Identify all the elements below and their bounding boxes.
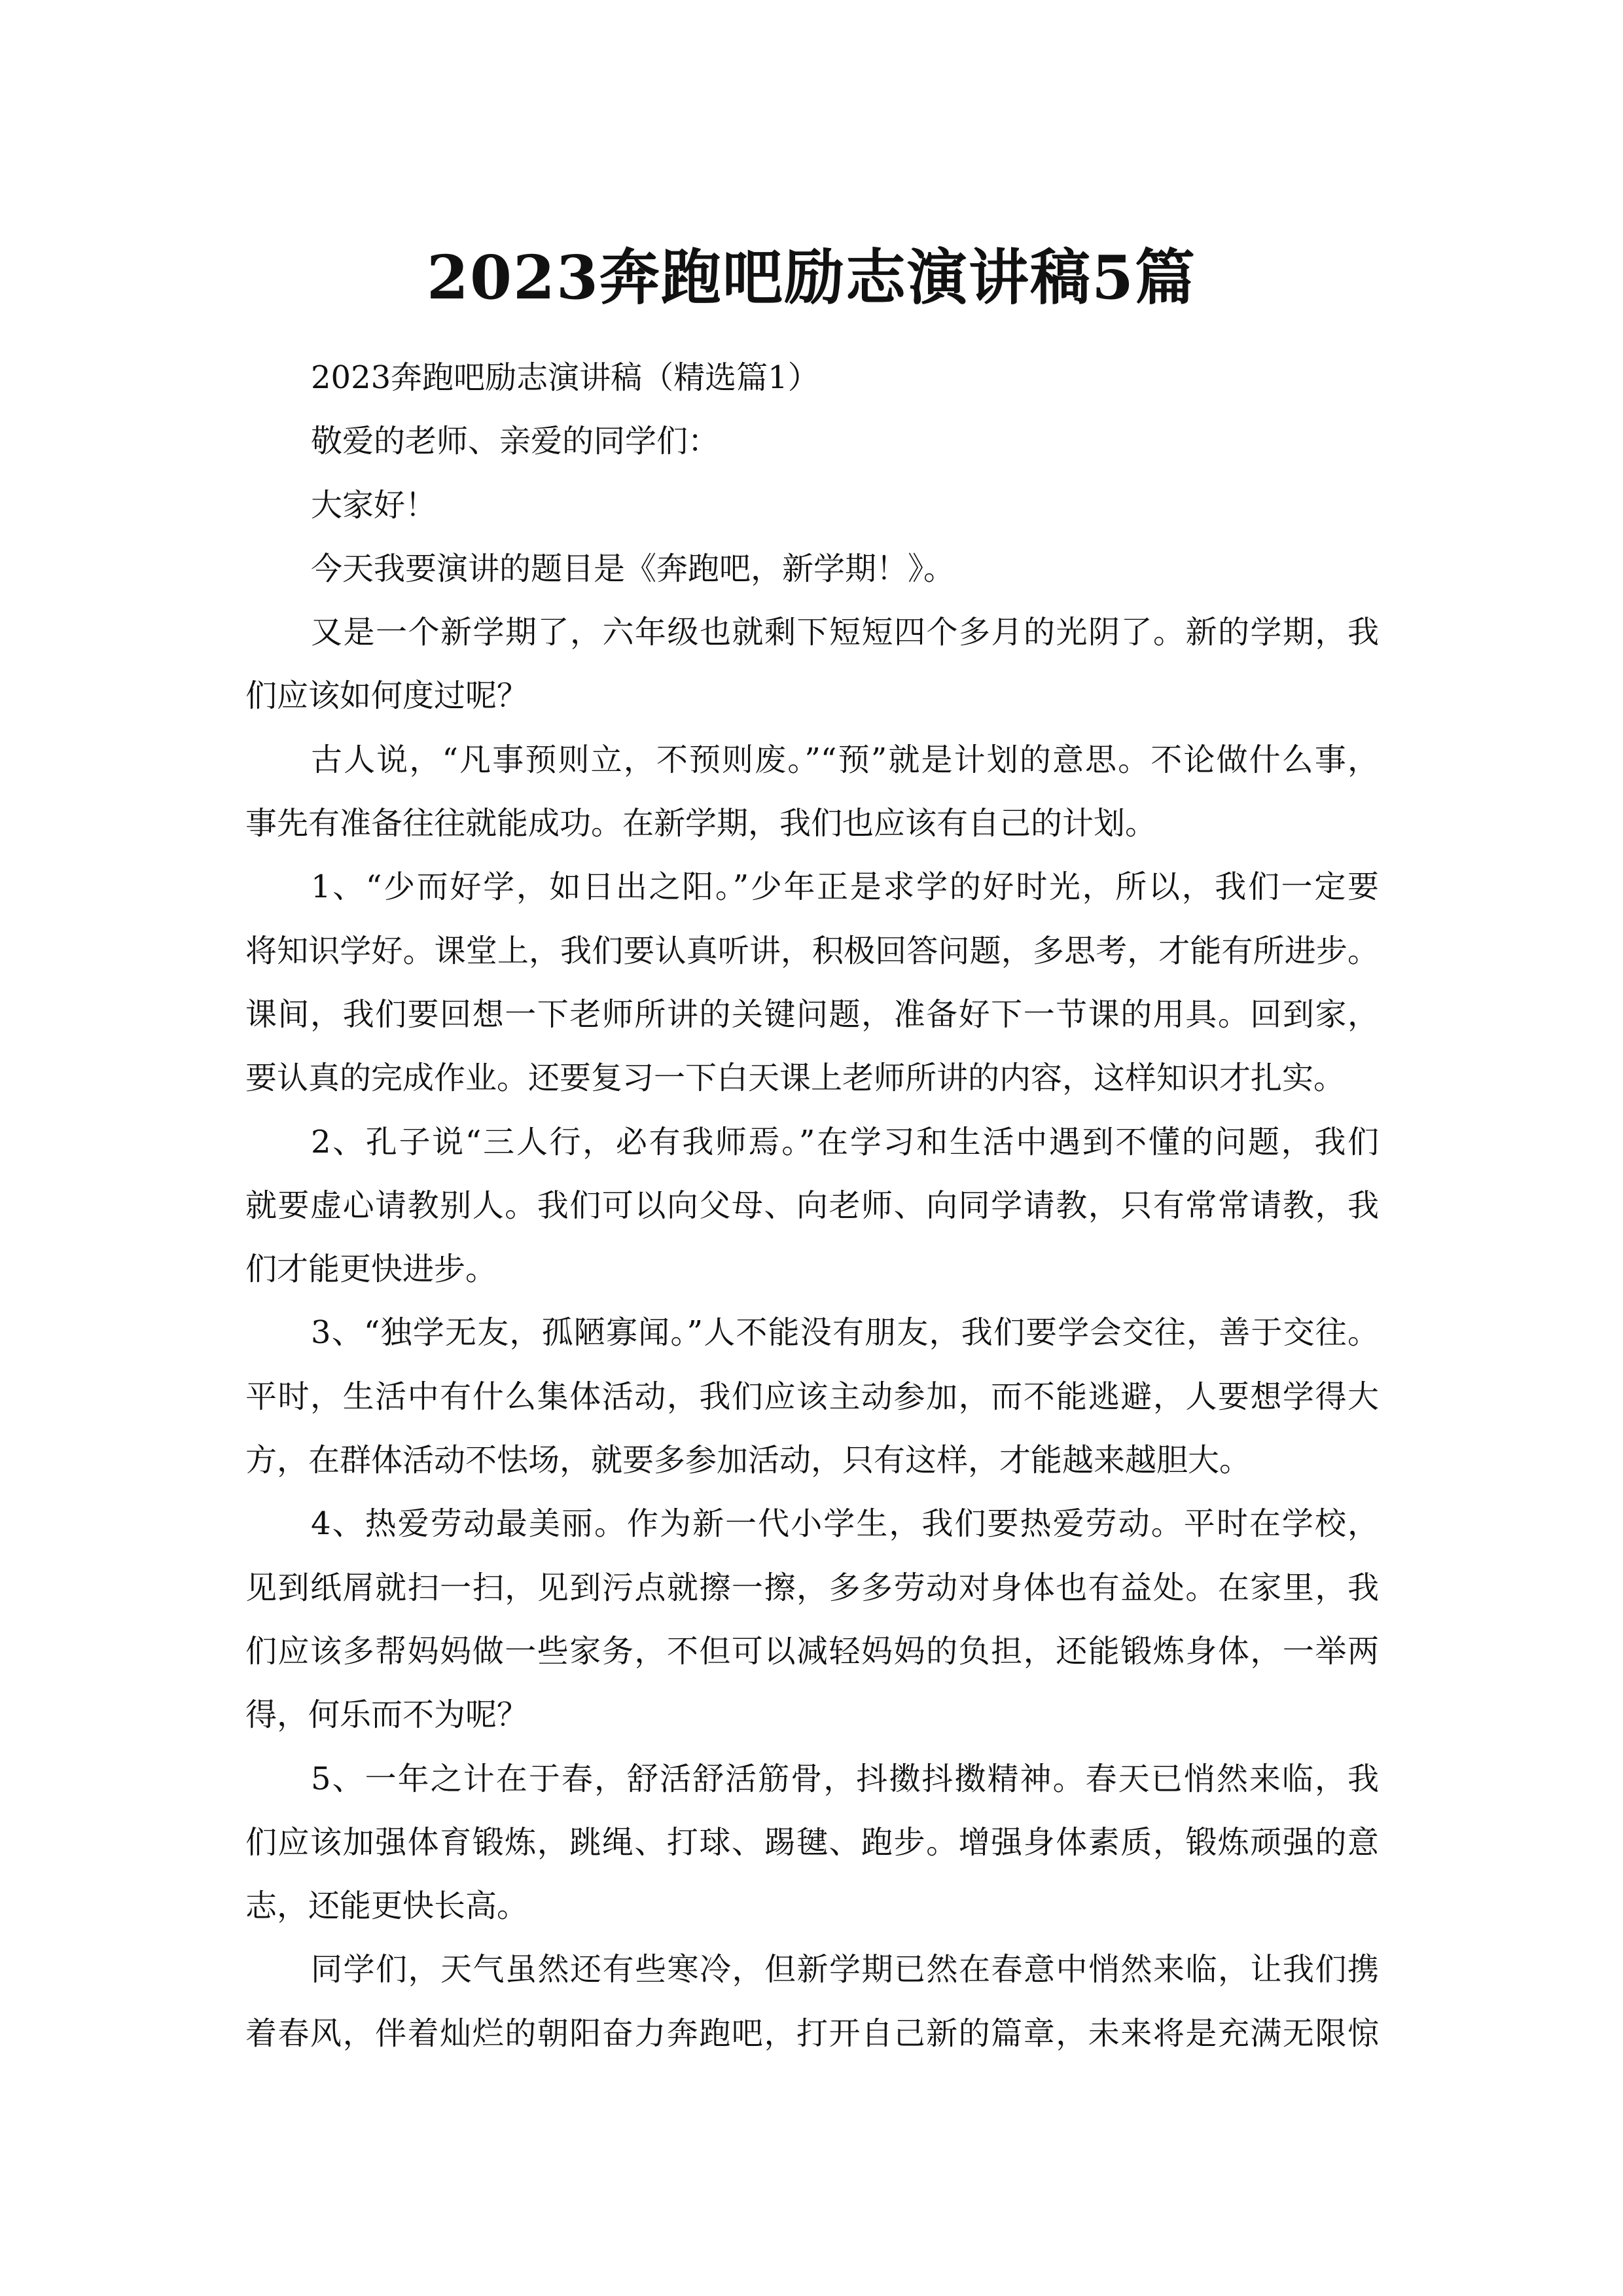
text-line: 平时，生活中有什么集体活动，我们应该主动参加，而不能逃避，人要想学得大 <box>245 1378 1379 1415</box>
text-line: 志，还能更快长高。 <box>245 1888 529 1925</box>
text-line: 将知识学好。课堂上，我们要认真听讲，积极回答问题，多思考，才能有所进步。 <box>245 932 1379 969</box>
text-line: 同学们，天气虽然还有些寒冷，但新学期已然在春意中悄然来临，让我们携 <box>311 1951 1379 1988</box>
text-line: 5、一年之计在于春，舒活舒活筋骨，抖擞抖擞精神。春天已悄然来临，我 <box>311 1760 1379 1797</box>
text-line: 着春风，伴着灿烂的朝阳奋力奔跑吧，打开自己新的篇章，未来将是充满无限惊 <box>245 2015 1379 2052</box>
text-line: 2023奔跑吧励志演讲稿（精选篇1） <box>311 359 819 396</box>
text-line: 们应该多帮妈妈做一些家务，不但可以减轻妈妈的负担，还能锻炼身体，一举两 <box>245 1632 1379 1670</box>
paragraph <box>245 1111 1379 1302</box>
document-body <box>245 346 1379 2066</box>
paragraph <box>245 1748 1379 1939</box>
text-line: 们应该加强体育锻炼，跳绳、打球、踢毽、跑步。增强身体素质，锻炼顽强的意 <box>245 1823 1379 1861</box>
paragraph <box>245 410 1379 473</box>
text-line: 课间，我们要回想一下老师所讲的关键问题，准备好下一节课的用具。回到家， <box>245 996 1379 1033</box>
text-line: 就要虚心请教别人。我们可以向父母、向老师、向同学请教，只有常常请教，我 <box>245 1187 1379 1224</box>
paragraph <box>245 1492 1379 1747</box>
paragraph <box>245 855 1379 1110</box>
text-line: 1、“少而好学，如日出之阳。”少年正是求学的好时光，所以，我们一定要 <box>311 869 1379 906</box>
text-line: 们应该如何度过呢？ <box>245 677 529 715</box>
text-line: 又是一个新学期了，六年级也就剩下短短四个多月的光阴了。新的学期，我 <box>311 614 1379 651</box>
paragraph <box>245 537 1379 601</box>
paragraph <box>245 1301 1379 1492</box>
paragraph <box>245 601 1379 728</box>
paragraph <box>245 474 1379 537</box>
text-line: 4、热爱劳动最美丽。作为新一代小学生，我们要热爱劳动。平时在学校， <box>311 1505 1379 1543</box>
paragraph <box>245 1938 1379 2066</box>
text-line: 见到纸屑就扫一扫，见到污点就擦一擦，多多劳动对身体也有益处。在家里，我 <box>245 1569 1379 1606</box>
text-line: 方，在群体活动不怯场，就要多参加活动，只有这样，才能越来越胆大。 <box>245 1442 1251 1479</box>
text-line: 古人说，“凡事预则立，不预则废。”“预”就是计划的意思。不论做什么事， <box>311 741 1379 778</box>
text-line: 得，何乐而不为呢？ <box>245 1696 529 1734</box>
text-line: 敬爱的老师、亲爱的同学们： <box>311 423 720 460</box>
text-line: 3、“独学无友，孤陋寡闻。”人不能没有朋友，我们要学会交往，善于交往。 <box>311 1314 1379 1352</box>
paragraph <box>245 346 1379 410</box>
text-line: 要认真的完成作业。还要复习一下白天课上老师所讲的内容，这样知识才扎实。 <box>245 1060 1346 1097</box>
text-line: 大家好！ <box>311 486 437 524</box>
text-line: 今天我要演讲的题目是《奔跑吧，新学期！》。 <box>311 550 955 587</box>
paragraph <box>245 728 1379 856</box>
text-line: 2、孔子说“三人行，必有我师焉。”在学习和生活中遇到不懂的问题，我们 <box>311 1123 1379 1160</box>
document-title: 2023奔跑吧励志演讲稿5篇 <box>426 242 1197 313</box>
text-line: 事先有准备往往就能成功。在新学期，我们也应该有自己的计划。 <box>245 805 1157 842</box>
text-line: 们才能更快进步。 <box>245 1251 497 1288</box>
